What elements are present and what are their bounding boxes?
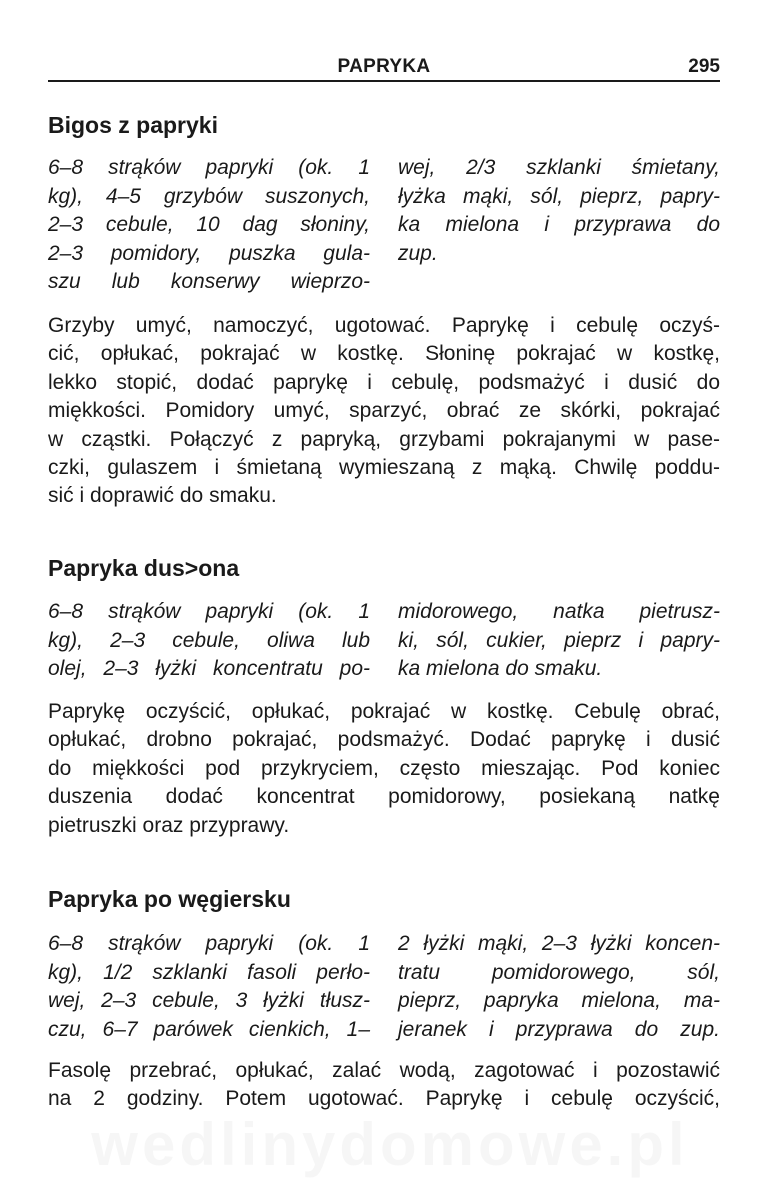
method-line: Paprykę oczyścić, opłukać, pokrajać w kostkę. Cebulę obrać, bbox=[48, 700, 720, 723]
ingredient-line: midorowego, natka pietrusz- bbox=[398, 600, 720, 623]
ingredient-line: szu lub konserwy wieprzo- bbox=[48, 270, 370, 294]
recipe-title-bigos: Bigos z papryki bbox=[48, 112, 218, 138]
ingredient-line: kg), 4–5 grzybów suszonych, bbox=[48, 184, 370, 208]
ingredients-bigos bbox=[48, 154, 720, 297]
ingredient-line: łyżka mąki, sól, pieprz, papry- bbox=[398, 184, 720, 208]
running-title: PAPRYKA bbox=[337, 56, 431, 77]
recipe-title-duszona: Papryka dus>ona bbox=[48, 555, 240, 581]
ingredient-line: jeranek i przyprawa do zup. bbox=[398, 1017, 720, 1041]
method-line: czki, gulaszem i śmietaną wymieszaną z mąką. Chwilę poddu- bbox=[48, 456, 720, 480]
ingredient-line: 2 łyżki mąki, 2–3 łyżki koncen- bbox=[398, 932, 720, 955]
method-line: w cząstki. Połączyć z papryką, grzybami pokrajanymi w pase- bbox=[48, 427, 720, 451]
ingredient-line: 2–3 pomidory, puszka gula- bbox=[48, 241, 370, 265]
ingredient-line: 6–8 strąków papryki (ok. 1 bbox=[48, 156, 370, 179]
ingredient-line: kg), 2–3 cebule, oliwa lub bbox=[48, 628, 370, 652]
recipe-title-wegiersku: Papryka po węgiersku bbox=[48, 886, 291, 912]
ingredients-right-column bbox=[398, 154, 720, 297]
ingredients-left-column bbox=[48, 154, 370, 297]
method-line: lekko stopić, dodać paprykę i cebulę, podsmażyć i dusić do bbox=[48, 370, 720, 394]
ingredients-right-column bbox=[398, 930, 720, 1044]
method-line: miękkości. Pomidory umyć, sparzyć, obrać ze skórki, pokrajać bbox=[48, 399, 720, 423]
ingredients-right-column bbox=[398, 598, 720, 684]
method-line: Fasolę przebrać, opłukać, zalać wodą, zagotować i pozostawić bbox=[48, 1059, 720, 1082]
ingredient-line: czu, 6–7 parówek cienkich, 1– bbox=[48, 1017, 370, 1041]
ingredient-line: 2–3 cebule, 10 dag słoniny, bbox=[48, 213, 370, 237]
ingredient-line: tratu pomidorowego, sól, bbox=[398, 960, 720, 984]
method-line: na 2 godziny. Potem ugotować. Paprykę i cebulę oczyścić, bbox=[48, 1087, 720, 1111]
method-line: pietruszki oraz przyprawy. bbox=[48, 813, 290, 837]
ingredients-left-column bbox=[48, 930, 370, 1044]
method-line: duszenia dodać koncentrat pomidorowy, posiekaną natkę bbox=[48, 785, 720, 809]
ingredient-line: wej, 2/3 szklanki śmietany, bbox=[398, 156, 720, 179]
ingredient-line: olej, 2–3 łyżki koncentratu po- bbox=[48, 657, 370, 681]
page-number: 295 bbox=[688, 56, 720, 77]
ingredient-line: pieprz, papryka mielona, ma- bbox=[398, 989, 720, 1013]
ingredients-left-column bbox=[48, 598, 370, 684]
ingredients-duszona bbox=[48, 598, 720, 684]
ingredient-line: 6–8 strąków papryki (ok. 1 bbox=[48, 932, 370, 955]
ingredient-line: ka mielona i przyprawa do bbox=[398, 213, 720, 237]
ingredient-line: kg), 1/2 szklanki fasoli perło- bbox=[48, 960, 370, 984]
ingredient-line: ki, sól, cukier, pieprz i papry- bbox=[398, 628, 720, 652]
method-wegiersku bbox=[48, 1057, 720, 1114]
method-line: sić i doprawić do smaku. bbox=[48, 484, 277, 508]
ingredient-line: ka mielona do smaku. bbox=[398, 657, 603, 681]
method-line: cić, opłukać, pokrajać w kostkę. Słoninę pokrajać w kostkę, bbox=[48, 342, 720, 366]
method-bigos bbox=[48, 312, 720, 511]
method-duszona bbox=[48, 698, 720, 840]
method-line: Grzyby umyć, namoczyć, ugotować. Paprykę i cebulę oczyś- bbox=[48, 314, 720, 337]
ingredient-line: zup. bbox=[398, 241, 438, 265]
method-line: do miękkości pod przykryciem, często mieszając. Pod koniec bbox=[48, 756, 720, 780]
watermark bbox=[60, 1110, 720, 1179]
ingredients-wegiersku bbox=[48, 930, 720, 1044]
ingredient-line: 6–8 strąków papryki (ok. 1 bbox=[48, 600, 370, 623]
page-header bbox=[48, 50, 720, 82]
ingredient-line: wej, 2–3 cebule, 3 łyżki tłusz- bbox=[48, 989, 370, 1013]
method-line: opłukać, drobno pokrajać, podsmażyć. Dodać paprykę i dusić bbox=[48, 728, 720, 752]
